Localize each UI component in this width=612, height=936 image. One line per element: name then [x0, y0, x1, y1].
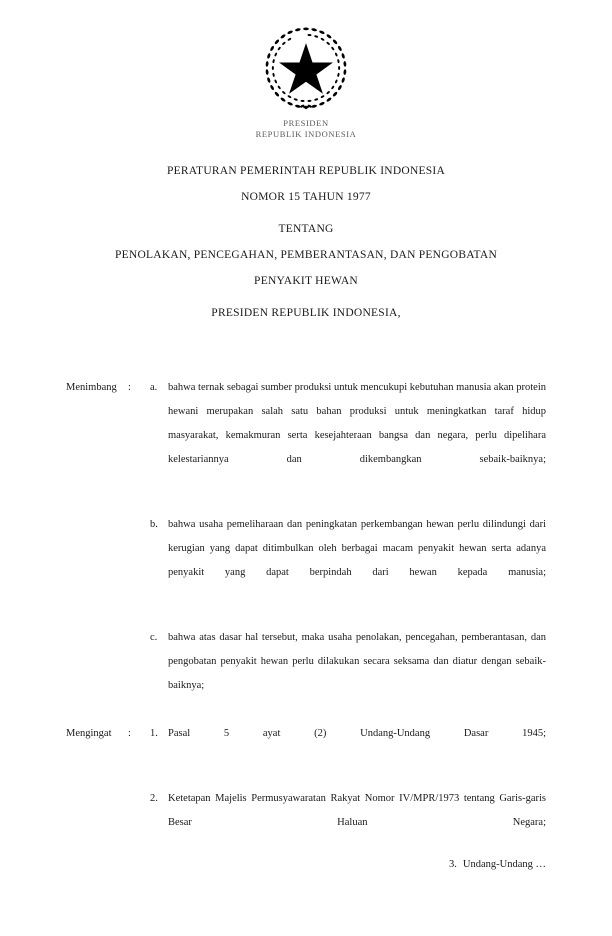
mengingat-marker-1: 1. — [150, 728, 158, 739]
page-continuation-catchword — [0, 853, 546, 877]
presidential-seal-block — [0, 22, 612, 139]
menimbang-text-a: bahwa ternak sebagai sumber produksi untuk mencukupi kebutuhan manusia akan protein hewani merupakan salah satu bahan produksi untuk meningkatkan taraf hidup masyarakat, kemakmuran serta kesejahteraan bangsa dan negara, perlu dipelihara kelestariannya dan dikembangkan sebaik-baiknya; — [168, 382, 546, 465]
mengingat-colon: : — [128, 728, 131, 739]
menimbang-marker-b: b. — [150, 519, 158, 530]
menimbang-marker-a: a. — [150, 382, 158, 393]
mengingat-section — [66, 722, 546, 859]
subject-line-1: PENOLAKAN, PENCEGAHAN, PEMBERANTASAN, DAN PENGOBATAN — [114, 249, 498, 261]
enacting-authority: PRESIDEN REPUBLIK INDONESIA, — [211, 307, 401, 319]
tentang-line: TENTANG — [278, 223, 334, 235]
menimbang-item-c — [66, 626, 546, 722]
regulation-number-line: NOMOR 15 TAHUN 1977 — [241, 191, 371, 203]
document-title-block — [0, 158, 612, 294]
menimbang-item-b — [66, 513, 546, 609]
mengingat-item-1 — [66, 722, 546, 770]
menimbang-text-b: bahwa usaha pemeliharaan dan peningkatan perkembangan hewan perlu dilindungi dari kerugian yang dapat ditimbulkan oleh berbagai macam penyakit hewan serta adanya penyakit yang dapat berpindah dari hewan kepada manusia; — [168, 519, 546, 578]
continuation-text: Undang-Undang … — [462, 859, 546, 870]
menimbang-colon: : — [128, 382, 131, 393]
mengingat-marker-2: 2. — [150, 793, 158, 804]
mengingat-text-2: Ketetapan Majelis Permusyawaratan Rakyat Nomor IV/MPR/1973 tentang Garis-garis Besar Haluan Negara; — [168, 793, 546, 828]
menimbang-marker-c: c. — [150, 632, 158, 643]
menimbang-item-a — [66, 376, 546, 496]
seal-caption-line-2: REPUBLIK INDONESIA — [255, 128, 357, 139]
subject-line-2: PENYAKIT HEWAN — [254, 275, 358, 287]
regulation-type-line: PERATURAN PEMERINTAH REPUBLIK INDONESIA — [166, 165, 446, 177]
menimbang-label: Menimbang — [66, 382, 117, 393]
indonesia-presidential-seal-icon — [260, 22, 352, 114]
continuation-marker: 3. — [449, 859, 457, 870]
seal-caption-line-1: PRESIDEN — [283, 118, 329, 128]
mengingat-text-1: Pasal 5 ayat (2) Undang-Undang Dasar 1945; — [168, 728, 546, 739]
menimbang-text-c: bahwa atas dasar hal tersebut, maka usaha penolakan, pencegahan, pemberantasan, dan pengobatan penyakit hewan perlu dilakukan secara seksama dan diatur dengan sebaik-baiknya; — [168, 632, 546, 691]
mengingat-label: Mengingat — [66, 728, 112, 739]
mengingat-item-2 — [66, 787, 546, 859]
seal-caption — [0, 118, 612, 139]
menimbang-section — [66, 376, 546, 722]
